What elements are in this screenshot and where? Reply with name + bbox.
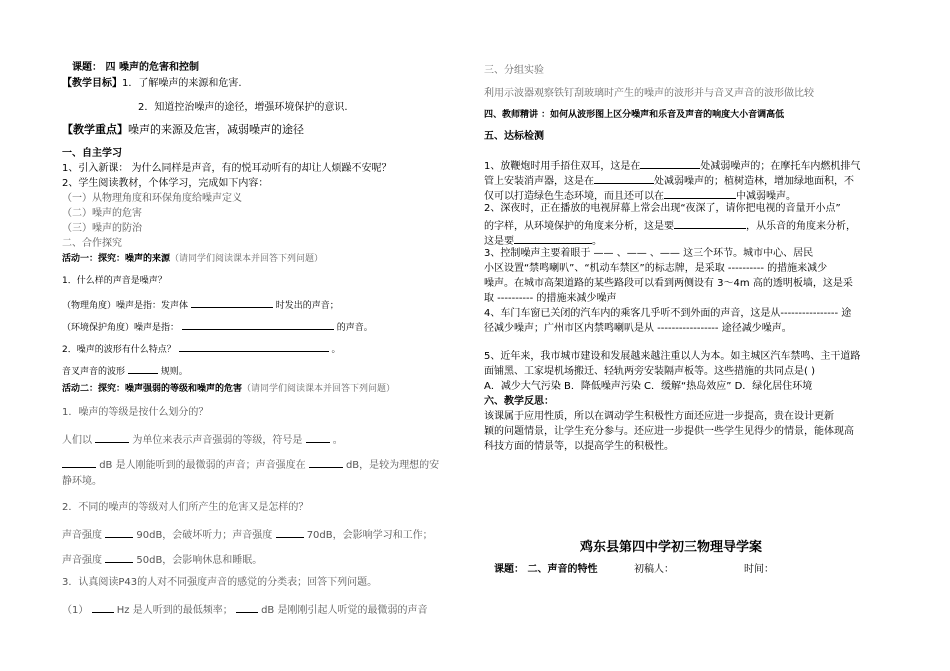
harm-line-2: [62, 552, 262, 567]
section-group-experiment: 三、分组实验: [484, 65, 544, 76]
activity-2-note: （请同学们阅读课本并回答下列问题）: [242, 384, 396, 394]
blank-t2-1[interactable]: [674, 218, 746, 229]
harm-question: 2．不同的噪声的等级对人们所产生的危害又是怎样的？: [62, 502, 309, 513]
question-2: 2、学生阅读教材，个体学习，完成如下内容：: [62, 178, 269, 189]
lesson-topic: 课题： 四 噪声的危害和控制: [72, 62, 199, 73]
section-cooperative: 二、合作探究: [62, 238, 122, 249]
quiet-env-text: 静环境。: [62, 476, 102, 487]
time-label: 时间：: [744, 564, 774, 575]
test-1-e: 仅可以打造绿色生态环境，而且还可以在: [484, 191, 664, 202]
blank-symbol[interactable]: [306, 432, 330, 443]
drafter-label: 初稿人：: [634, 564, 674, 575]
activity-2-label: 活动二：探究：噪声强弱的等级和噪声的危害: [62, 384, 243, 394]
test-3-line-1: 3、控制噪声主要着眼于 —— 、—— 、—— 这三个环节。城市中心、居民: [484, 248, 814, 259]
test-2-d: 这是要: [484, 236, 514, 247]
harm-2-end: 50dB，会影响休息和睡眠。: [136, 555, 263, 566]
noise-physics-suffix: 时发出的声音；: [275, 301, 339, 311]
reflection-line-2: 颖的问题情景，让学生充分参与。还应进一步提供一些学生见得少的情景，能体现高: [484, 426, 854, 437]
experiment-text: 利用示波器观察铁钉刮玻璃时产生的噪声的波形并与音叉声音的波形做比较: [484, 88, 814, 99]
section-self-study: 一、自主学习: [62, 148, 122, 159]
test-2-line-1: 2、深夜时，正在播放的电视屏幕上常会出现“夜深了，请你把电视的音量开小点”: [484, 203, 841, 214]
table-reading-instruction: 3．认真阅读P43的人对不同强度声音的感觉的分类表；回答下列问题。: [62, 577, 378, 588]
reflection-line-1: 该课属于应用性质，所以在调动学生积极性方面还应进一步提高，贵在设计更新: [484, 411, 834, 422]
test-3-line-2: 小区设置“禁鸣喇叭”、“机动车禁区”的标志牌，是采取 ---------- 的措施来减少: [484, 263, 828, 274]
blank-frequency[interactable]: [92, 602, 114, 613]
waveform-question-end: 。: [331, 345, 341, 355]
blank-harm-90[interactable]: [105, 527, 133, 538]
test-2-e: 。: [592, 236, 602, 247]
blank-harm-50[interactable]: [105, 552, 133, 563]
harm-1-prefix: 声音强度: [62, 530, 102, 541]
test-3-line-4: 取 ---------- 的措施来减少噪声: [484, 293, 617, 304]
noise-physics-definition: [62, 297, 339, 311]
frequency-end: dB 是刚刚引起人听觉的最微弱的声音: [261, 605, 428, 616]
test-2-c: ，从乐音的角度来分析，: [746, 221, 856, 232]
study-item-2: （二）噪声的危害: [62, 208, 142, 219]
teaching-focus-line: [62, 124, 304, 137]
activity-1-label: 活动一：探究：噪声的来源: [62, 254, 171, 264]
test-1-d: 处减弱噪声的；植树造林，增加绿地面积，不: [654, 176, 854, 187]
test-1-c: 管上安装消声器，这是在: [484, 176, 594, 187]
blank-physics[interactable]: [191, 297, 273, 308]
test-4-line-1: 4、车门车窗已关闭的汽车内的乘客几乎听不到外面的声音，这是从---------------- 途: [484, 308, 852, 319]
frequency-line: [62, 602, 427, 617]
reflection-line-3: 科技方面的情景等，以提高学生的积极性。: [484, 441, 674, 452]
blank-unit[interactable]: [95, 432, 129, 443]
level-unit-line: [62, 432, 343, 447]
next-lesson-topic: 课题： 二、声音的特性: [494, 564, 598, 575]
tuning-fork-prefix: 音叉声音的波形: [62, 367, 126, 377]
study-item-1: （一）从物理角度和环保角度给噪声定义: [62, 193, 242, 204]
question-1: 1、引入新课： 为什么同样是声音，有的悦耳动听有的却让人烦躁不安呢？: [62, 163, 392, 174]
section-assessment: 五、达标检测: [484, 131, 544, 142]
harm-line-1: [62, 527, 433, 542]
test-1-b: 处减弱噪声的；在摩托车内燃机排气: [700, 161, 861, 172]
teaching-focus-text: 噪声的来源及危害，减弱噪声的途径: [128, 123, 304, 136]
blank-waveform[interactable]: [179, 341, 329, 352]
noise-env-suffix: 的声音。: [336, 323, 373, 333]
activity-1-q2: [62, 341, 341, 355]
test-1-f: 中减弱噪声。: [736, 191, 796, 202]
blank-t1-2[interactable]: [594, 173, 654, 184]
noise-env-definition: [62, 319, 373, 333]
frequency-prefix: （1）: [62, 605, 89, 616]
quietest-text: dB 是人刚能听到的最微弱的声音；声音强度在: [99, 460, 306, 471]
noise-physics-prefix: （物理角度）噪声是指：发声体: [62, 301, 189, 311]
blank-t1-1[interactable]: [640, 158, 700, 169]
level-unit-middle: 为单位来表示声音强弱的等级，符号是: [132, 435, 303, 446]
test-5-line-2: 面铺黑、工家堤机场搬迁、轻轨两旁安装隔声板等。这些措施的共同点是( ): [484, 366, 815, 377]
test-1-line-2: [484, 173, 854, 188]
teaching-goal-label: 【教学目标】: [62, 78, 122, 89]
blank-ideal[interactable]: [309, 457, 343, 468]
frequency-middle: Hz 是人听到的最低频率；: [116, 605, 233, 616]
test-2-line-3: [484, 233, 602, 248]
test-3-line-3: 噪声。在城市高架道路的某些路段可以看到两侧设有 3～4m 高的透明板墙，这是采: [484, 278, 853, 289]
blank-t2-2[interactable]: [514, 233, 592, 244]
blank-t1-3[interactable]: [664, 188, 736, 199]
blank-env[interactable]: [182, 319, 334, 330]
blank-tuning-fork[interactable]: [128, 363, 158, 374]
level-unit-end: 。: [332, 435, 343, 446]
test-5-line-1: 5、近年来，我市城市建设和发展越来越注重以人为本。如主城区汽车禁鸣、主干道路: [484, 351, 861, 362]
level-unit-prefix: 人们以: [62, 435, 92, 446]
teaching-goal-line-1: [62, 78, 242, 90]
test-5-options: A．减少大气污染 B．降低噪声污染 C．缓解“热岛效应” D．绿化居住环境: [484, 381, 813, 392]
blank-db[interactable]: [236, 602, 258, 613]
blank-quietest[interactable]: [62, 457, 96, 468]
harm-1-end: 70dB，会影响学习和工作；: [306, 530, 433, 541]
test-1-a: 1、放鞭炮时用手捂住双耳，这是在: [484, 161, 641, 172]
activity-1-heading: [62, 254, 323, 264]
harm-1-middle: 90dB，会破坏听力；声音强度: [136, 530, 273, 541]
activity-1-q1: 1．什么样的声音是噪声？: [62, 276, 167, 286]
tuning-fork-line: [62, 363, 188, 377]
section-teacher-explanation: 四、教师精讲 ：如何从波形图上区分噪声和乐音及声音的响度大小音调高低: [484, 110, 785, 120]
study-item-3: （三）噪声的防治: [62, 223, 142, 234]
activity-1-note: （请同学们阅读课本并回答下列问题）: [170, 254, 324, 264]
noise-env-prefix: （环境保护角度）噪声是指：: [62, 323, 180, 333]
test-2-line-2: [484, 218, 856, 233]
test-2-b: 的字样，从环境保护的角度来分析，这是要: [484, 221, 674, 232]
blank-harm-70[interactable]: [276, 527, 304, 538]
level-question: 1．噪声的等级是按什么划分的？: [62, 407, 209, 418]
waveform-question: 2．噪声的波形有什么特点？: [62, 345, 176, 355]
test-1-line-3: [484, 188, 796, 203]
school-title: 鸡东县第四中学初三物理导学案: [580, 540, 763, 555]
harm-2-prefix: 声音强度: [62, 555, 102, 566]
test-4-line-2: 径减少噪声；广州市区内禁鸣喇叭是从 ----------------- 途径减少噪声。: [484, 323, 792, 334]
teaching-goal-1: 1．了解噪声的来源和危害.: [122, 78, 242, 89]
tuning-fork-suffix: 规则。: [160, 367, 188, 377]
quietest-sound-line: [62, 457, 439, 472]
teaching-focus-label: 【教学重点】: [62, 123, 128, 136]
activity-2-heading: [62, 384, 395, 394]
ideal-text: dB，是较为理想的安: [345, 460, 440, 471]
teaching-goal-2: 2．知道控治噪声的途径，增强环境保护的意识.: [138, 102, 348, 113]
test-1-line-1: [484, 158, 860, 173]
section-reflection: 六、教学反思：: [484, 396, 554, 407]
